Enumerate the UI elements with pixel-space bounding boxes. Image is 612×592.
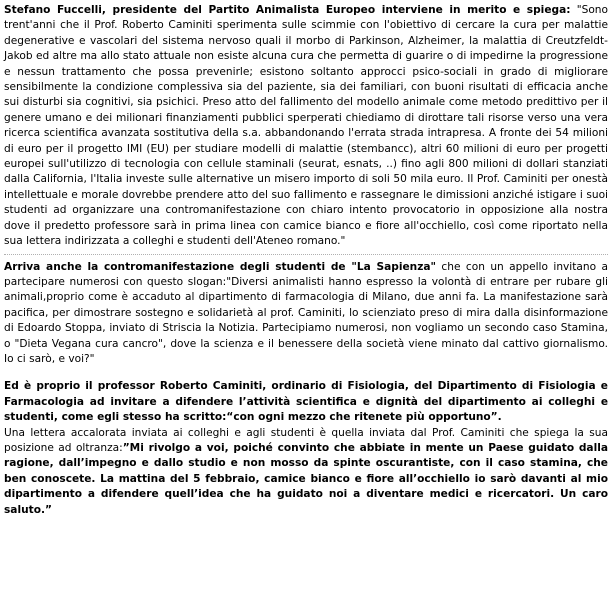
paragraph-counter-demonstration — [4, 260, 608, 368]
paragraph-body: che con un appello invitano a partecipare numerosi con questo slogan:"Diversi animalisti hanno espresso la volontà di entrare per rubare gli animali,proprio come è accaduto al dipartimento di farmacologia di Milano, due anni fa. La manifestazione sarà pacifica, per dimostrare sostegno e solidarietà al prof. Caminiti, lo scienziato preso di mira dalla disinformazione di Edoardo Stoppa, inviato di Striscia la Notizia. Partecipiamo numerosi, non vogliamo un secondo caso Stamina, o "Dieta Vegana cura cancro", dove la scienza e il benessere della società viene minato dal cattivo giornalismo. Io ci sarò, e voi?" — [4, 260, 608, 365]
letter-quote: ”Mi rivolgo a voi, poiché convinto che abbiate in mente un Paese guidato dalla ragione, dall’impegno e dallo studio e non mosso da spinte oscurantiste, con il caso stamina, che ben conoscete. La mattina del 5 febbraio, camice bianco e fiore all’occhiello io sarò davanti al mio dipartimento a difendere quell’idea che ha guidato noi a diventare medici e ricercatori. Un caro saluto.” — [4, 441, 608, 516]
paragraph-fuccelli-statement — [4, 3, 608, 250]
paragraph-bold-intro: Ed è proprio il professor Roberto Caminiti, ordinario di Fisiologia, del Dipartimento di Fisiologia e Farmacologia ad invitare a difendere l’attività scientifica e dignità del dipartimento ai colleghi e studenti, come egli stesso ha scritto:“con ogni mezzo che ritenete più opportuno”. — [4, 380, 608, 424]
divider — [4, 254, 608, 255]
paragraph-body: "Sono trent'anni che il Prof. Roberto Caminiti sperimenta sulle scimmie con l'obiettivo di cercare la cura per malattie degenerative e vascolari del sistema nervoso quali il morbo di Parkinson, Alzheimer, la malattia di Creutzfeldt-Jakob ed altre ma allo stato attuale non esiste alcuna cura che permetta di guarire o di impedirne la progressione e nessun trattamento che possa prevenirle; esistono soltanto approcci psico-sociali in grado di migliorare sensibilmente la condizione complessiva sia del paziente, sia dei familiari, con buoni risultati di efficacia anche sui disturbi sia cognitivi, sia psichici. Preso atto del fallimento del modello animale come metodo predittivo per il genere umano e dei milionari finanziamenti pubblici sperperati chiediamo di dirottare tali risorse verso una vera ricerca scientifica avanzata sostitutiva della s.a. abbandonando l'errata strada intrapresa. A fronte dei 54 milioni di euro per il progetto IMI (EU) per studiare modelli di malattie (stembancc), altri 60 milioni di euro per progetti europei sull'utilizzo di tecnologia con cellule staminali (seurat, esnats, ..) fino agli 800 milioni di dollari stanziati dalla California, l'Italia investe sulle alternative un misero importo di soli 50 mila euro. Il Prof. Caminiti per onestà intellettuale e morale dovrebbe prendere atto del suo fallimento e rassegnare le dimissioni anziché istigare i suoi studenti ad organizzare una contromanifestazione con chiaro intento provocatorio in opposizione alla nostra dove il predetto professore sarà in prima linea con camice bianco e fiore all'occhiello, così come riportato nella sua lettera indirizzata a colleghi e studenti dell'Ateneo romano." — [4, 4, 608, 248]
paragraph-lead-bold: Stefano Fuccelli, presidente del Partito Animalista Europeo interviene in merito e spiega: — [4, 4, 571, 16]
paragraph-caminiti-letter — [4, 379, 608, 518]
paragraph-lead-bold: Arriva anche la contromanifestazione degli studenti de "La Sapienza" — [4, 260, 437, 273]
paragraph-body: Una lettera accalorata inviata ai colleghi e agli studenti è quella inviata dal Prof. Caminiti che spiega la sua posizione ad oltranza: — [4, 426, 608, 454]
spacer — [4, 367, 608, 379]
